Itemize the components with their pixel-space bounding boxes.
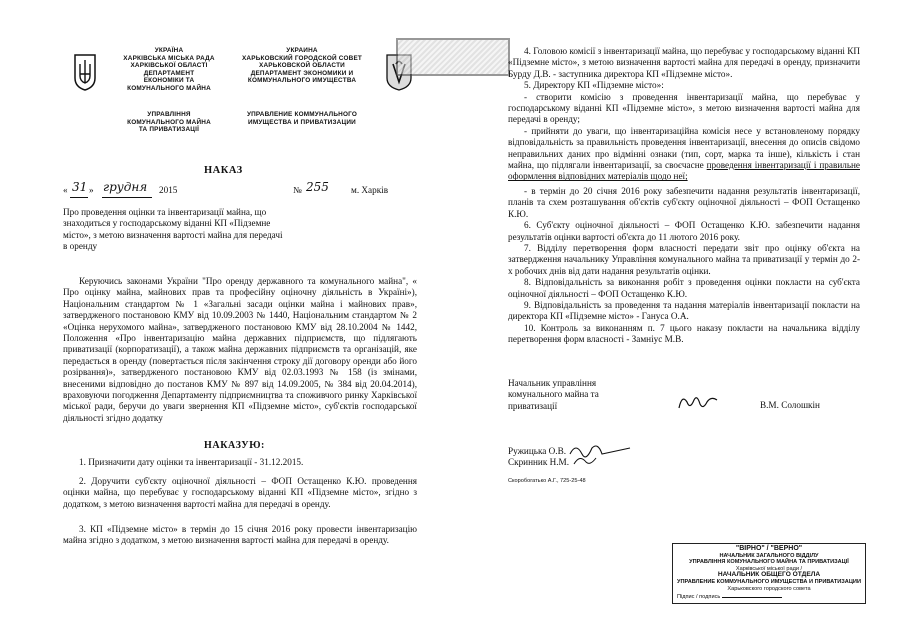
header-ua-line: УПРАВЛІННЯ — [147, 111, 191, 118]
stamp-sign-label: Підпис / подпись — [677, 594, 721, 601]
header-ua-line: ХАРКІВСЬКОЇ ОБЛАСТІ — [130, 62, 208, 70]
visa-name-1: Ружицька О.В. — [508, 446, 567, 456]
order-item-5c: - в термін до 20 січня 2016 року забезпечити надання результатів інвентаризації, планів та схем розташування об'єктів суб'єкту оціночної діяльності – ФОП Остащенко К.Ю. — [508, 185, 860, 219]
order-item-3: 3. КП «Підземне місто» в термін до 15 січня 2016 року провести інвентаризацію майна згідно з додатком, з метою визначення вартості майна для передачі в оренду. — [63, 524, 417, 546]
date-day: 31 — [72, 180, 88, 194]
order-item-8: 8. Відповідальність за виконання робіт з проведення оцінки покласти на суб'єкта оціночної діяльності – ФОП Остащенко К.Ю. — [508, 277, 860, 299]
stamp-line: НАЧАЛЬНИК ОБЩЕГО ОТДЕЛА — [717, 571, 821, 579]
stamp-line: Харківської міської ради / — [735, 565, 803, 572]
header-ru-line: ИМУЩЕСТВА И ПРИВАТИЗАЦИИ — [248, 118, 356, 126]
month-underline — [102, 197, 152, 198]
order-word-heading: НАКАЗУЮ: — [204, 440, 265, 451]
header-ru-line: ДЕПАРТАМЕНТ ЭКОНОМИКИ И — [250, 69, 354, 77]
header-ua-line: УКРАЇНА — [154, 47, 184, 54]
header-ru-line: УКРАИНА — [286, 47, 318, 54]
coat-of-arms-ua-icon — [72, 52, 98, 92]
header-ru-line: УПРАВЛЕНИЕ КОММУНАЛЬНОГО — [246, 111, 358, 118]
date-underline — [70, 197, 88, 198]
stamp-line: НАЧАЛЬНИК ЗАГАЛЬНОГО ВІДДІЛУ — [719, 552, 819, 559]
signatory-position-line: комунального майна та — [508, 389, 599, 400]
stamp-line: УПРАВЛЕНИЕ КОММУНАЛЬНОГО ИМУЩЕСТВА И ПРИВАТИЗАЦИИ — [677, 578, 861, 585]
header-ua-line: ДЕПАРТАМЕНТ — [143, 69, 195, 77]
header-ua-line: ЕКОНОМІКИ ТА — [143, 77, 195, 85]
header-ru-block — [232, 47, 372, 85]
signatory-position-line: приватизації — [508, 400, 558, 411]
order-item-5b-part2: проведення інвентаризації і правильне оформлення відповідних матеріалів щодо неї; — [508, 160, 860, 182]
executor-note: Скоробогатько А.Г., 725-25-48 — [508, 478, 586, 484]
header-ua-line: ХАРКІВСЬКА МІСЬКА РАДА — [123, 54, 215, 62]
order-item-7: 7. Відділу перетворення форм власності передати звіт про оцінку об'єкта на затвердження начальнику Управління комунального майна та приватизації у термін до 2-х робочих днів від дати надання результатів оцінки. — [508, 242, 860, 276]
order-item-1: 1. Призначити дату оцінки та інвентаризації - 31.12.2015. — [79, 457, 304, 467]
stamp-line: "ВІРНО" / "ВЕРНО" — [735, 545, 803, 552]
certification-stamp — [672, 543, 866, 604]
order-number: 255 — [306, 180, 329, 194]
header-ru-line: ХАРЬКОВСКОЙ ОБЛАСТИ — [259, 62, 345, 70]
order-item-4: 4. Головою комісії з інвентаризації майна, що перебуває у господарському віданні КП «Підземне місто», з метою визначення вартості майна для передачі в оренду, призначити Бурду Д.В. - заступника директора КП «Підземне місто». — [508, 46, 860, 79]
visa-name-2: Скринник Н.М. — [508, 457, 570, 467]
header-ua-line: ТА ПРИВАТИЗАЦІЇ — [138, 126, 200, 134]
date-year: 2015 — [159, 185, 178, 195]
order-item-10: 10. Контроль за виконанням п. 7 цього наказу покласти на начальника відділу перетворення форм власності - Замніус М.В. — [508, 322, 860, 345]
date-close-quote: » — [89, 185, 94, 195]
stamp-sign-line — [722, 597, 782, 598]
order-item-2: 2. Доручити суб'єкту оціночної діяльності – ФОП Остащенко К.Ю. проведення оцінки майна, що перебуває у господарському віданні КП «Підземне місто», згідно з додатком, з метою визначення вартості майна для передачі в оренду. — [63, 476, 417, 509]
right-column — [508, 46, 860, 346]
date-open-quote: « — [63, 185, 68, 195]
order-item-5: 5. Директору КП «Підземне місто»: — [524, 80, 664, 91]
number-prefix: № — [293, 185, 302, 195]
stamp-sign-row — [677, 594, 861, 601]
header-ua-line: КОМУНАЛЬНОГО МАЙНА — [127, 118, 211, 126]
visa-signature — [568, 440, 634, 466]
handwritten-signature — [676, 390, 720, 416]
order-item-5a: - створити комісію з проведення інвентаризації майна, що перебуває у господарському віданні КП «Підземне місто», з метою визначення вартості майна для передачі в оренду; — [508, 91, 860, 125]
order-city: м. Харків — [351, 185, 389, 195]
header-ua-block — [110, 47, 228, 93]
stamp-line: Харьковского городского совета — [727, 585, 811, 592]
order-item-9: 9. Відповідальність за проведення та надання матеріалів інвентаризації покласти на директора КП «Підземне місто» - Гануса О.А. — [508, 299, 860, 322]
date-month: грудня — [103, 180, 148, 194]
order-subject: Про проведення оцінки та інвентаризації майна, що знаходиться у господарському віданні КП «Підземне місто», з метою визначення вартості майна для передачі в оренду — [63, 207, 283, 252]
order-item-5b — [508, 126, 860, 183]
signatory-position-line: Начальник управління — [508, 378, 597, 388]
order-item-5b-part1: - прийняти до уваги, що інвентаризаційна комісія несе у встановленому порядку відповідальність за правильність проведення інвентаризації, внесення до описів свідомо неправильних даних про відмінні ознаки (тип, сорт, марка та інше), кількість і стан майна, що підлягали інвентаризації, за своєчасне — [508, 125, 860, 171]
registration-stamp-mark — [396, 38, 510, 76]
header-ru-dept — [232, 111, 372, 126]
header-ua-dept — [110, 111, 228, 134]
stamp-line: УПРАВЛІННЯ КОМУНАЛЬНОГО МАЙНА ТА ПРИВАТИЗАЦІЇ — [689, 559, 849, 566]
order-title: НАКАЗ — [204, 165, 243, 176]
preamble-paragraph: Керуючись законами України "Про оренду державного та комунального майна", « Про оцінку майна, майнових прав та професійну оціночну діяльність в Україні»), Національним стандартом № 1 «Загальні засади оцінки майна і майнових прав», затвердженого постановою КМУ від 10.09.2003 № 1440, Національним стандартом № 2 «Оцінка нерухомого майна», затвердженого постановою КМУ від 28.10.2004 № 1442, Положення «Про інвентаризацію майна державних підприємств, що підлягають приватизації (корпоратизації), а також майна державних підприємств та організацій, яке передається в оренду (повертається після закінчення строку дії договору оренди або його розірвання)», затвердженого постановою КМУ від 02.03.1993 № 158 (із змінами, внесеними відповідно до постанов КМУ № 897 від 14.09.2005, № 384 від 20.04.2014), враховуючи погодження Департаменту підприємництва та споживчого ринку Харківської міської ради, беручи до уваги звернення КП «Підземне місто», суб'єктів господарської діяльності згідно додатку — [63, 276, 417, 423]
header-ru-line: КОММУНАЛЬНОГО ИМУЩЕСТВА — [247, 77, 357, 85]
order-item-6: 6. Суб'єкту оціночної діяльності – ФОП Остащенко К.Ю. забезпечити надання результатів оцінки вартості об'єкта до 11 лютого 2016 року. — [508, 220, 860, 242]
signatory-position — [508, 378, 658, 412]
header-ru-line: ХАРЬКОВСКИЙ ГОРОДСКОЙ СОВЕТ — [241, 54, 363, 62]
signatory-name: В.М. Солошкін — [760, 400, 820, 410]
header-ua-line: КОМУНАЛЬНОГО МАЙНА — [127, 84, 211, 92]
